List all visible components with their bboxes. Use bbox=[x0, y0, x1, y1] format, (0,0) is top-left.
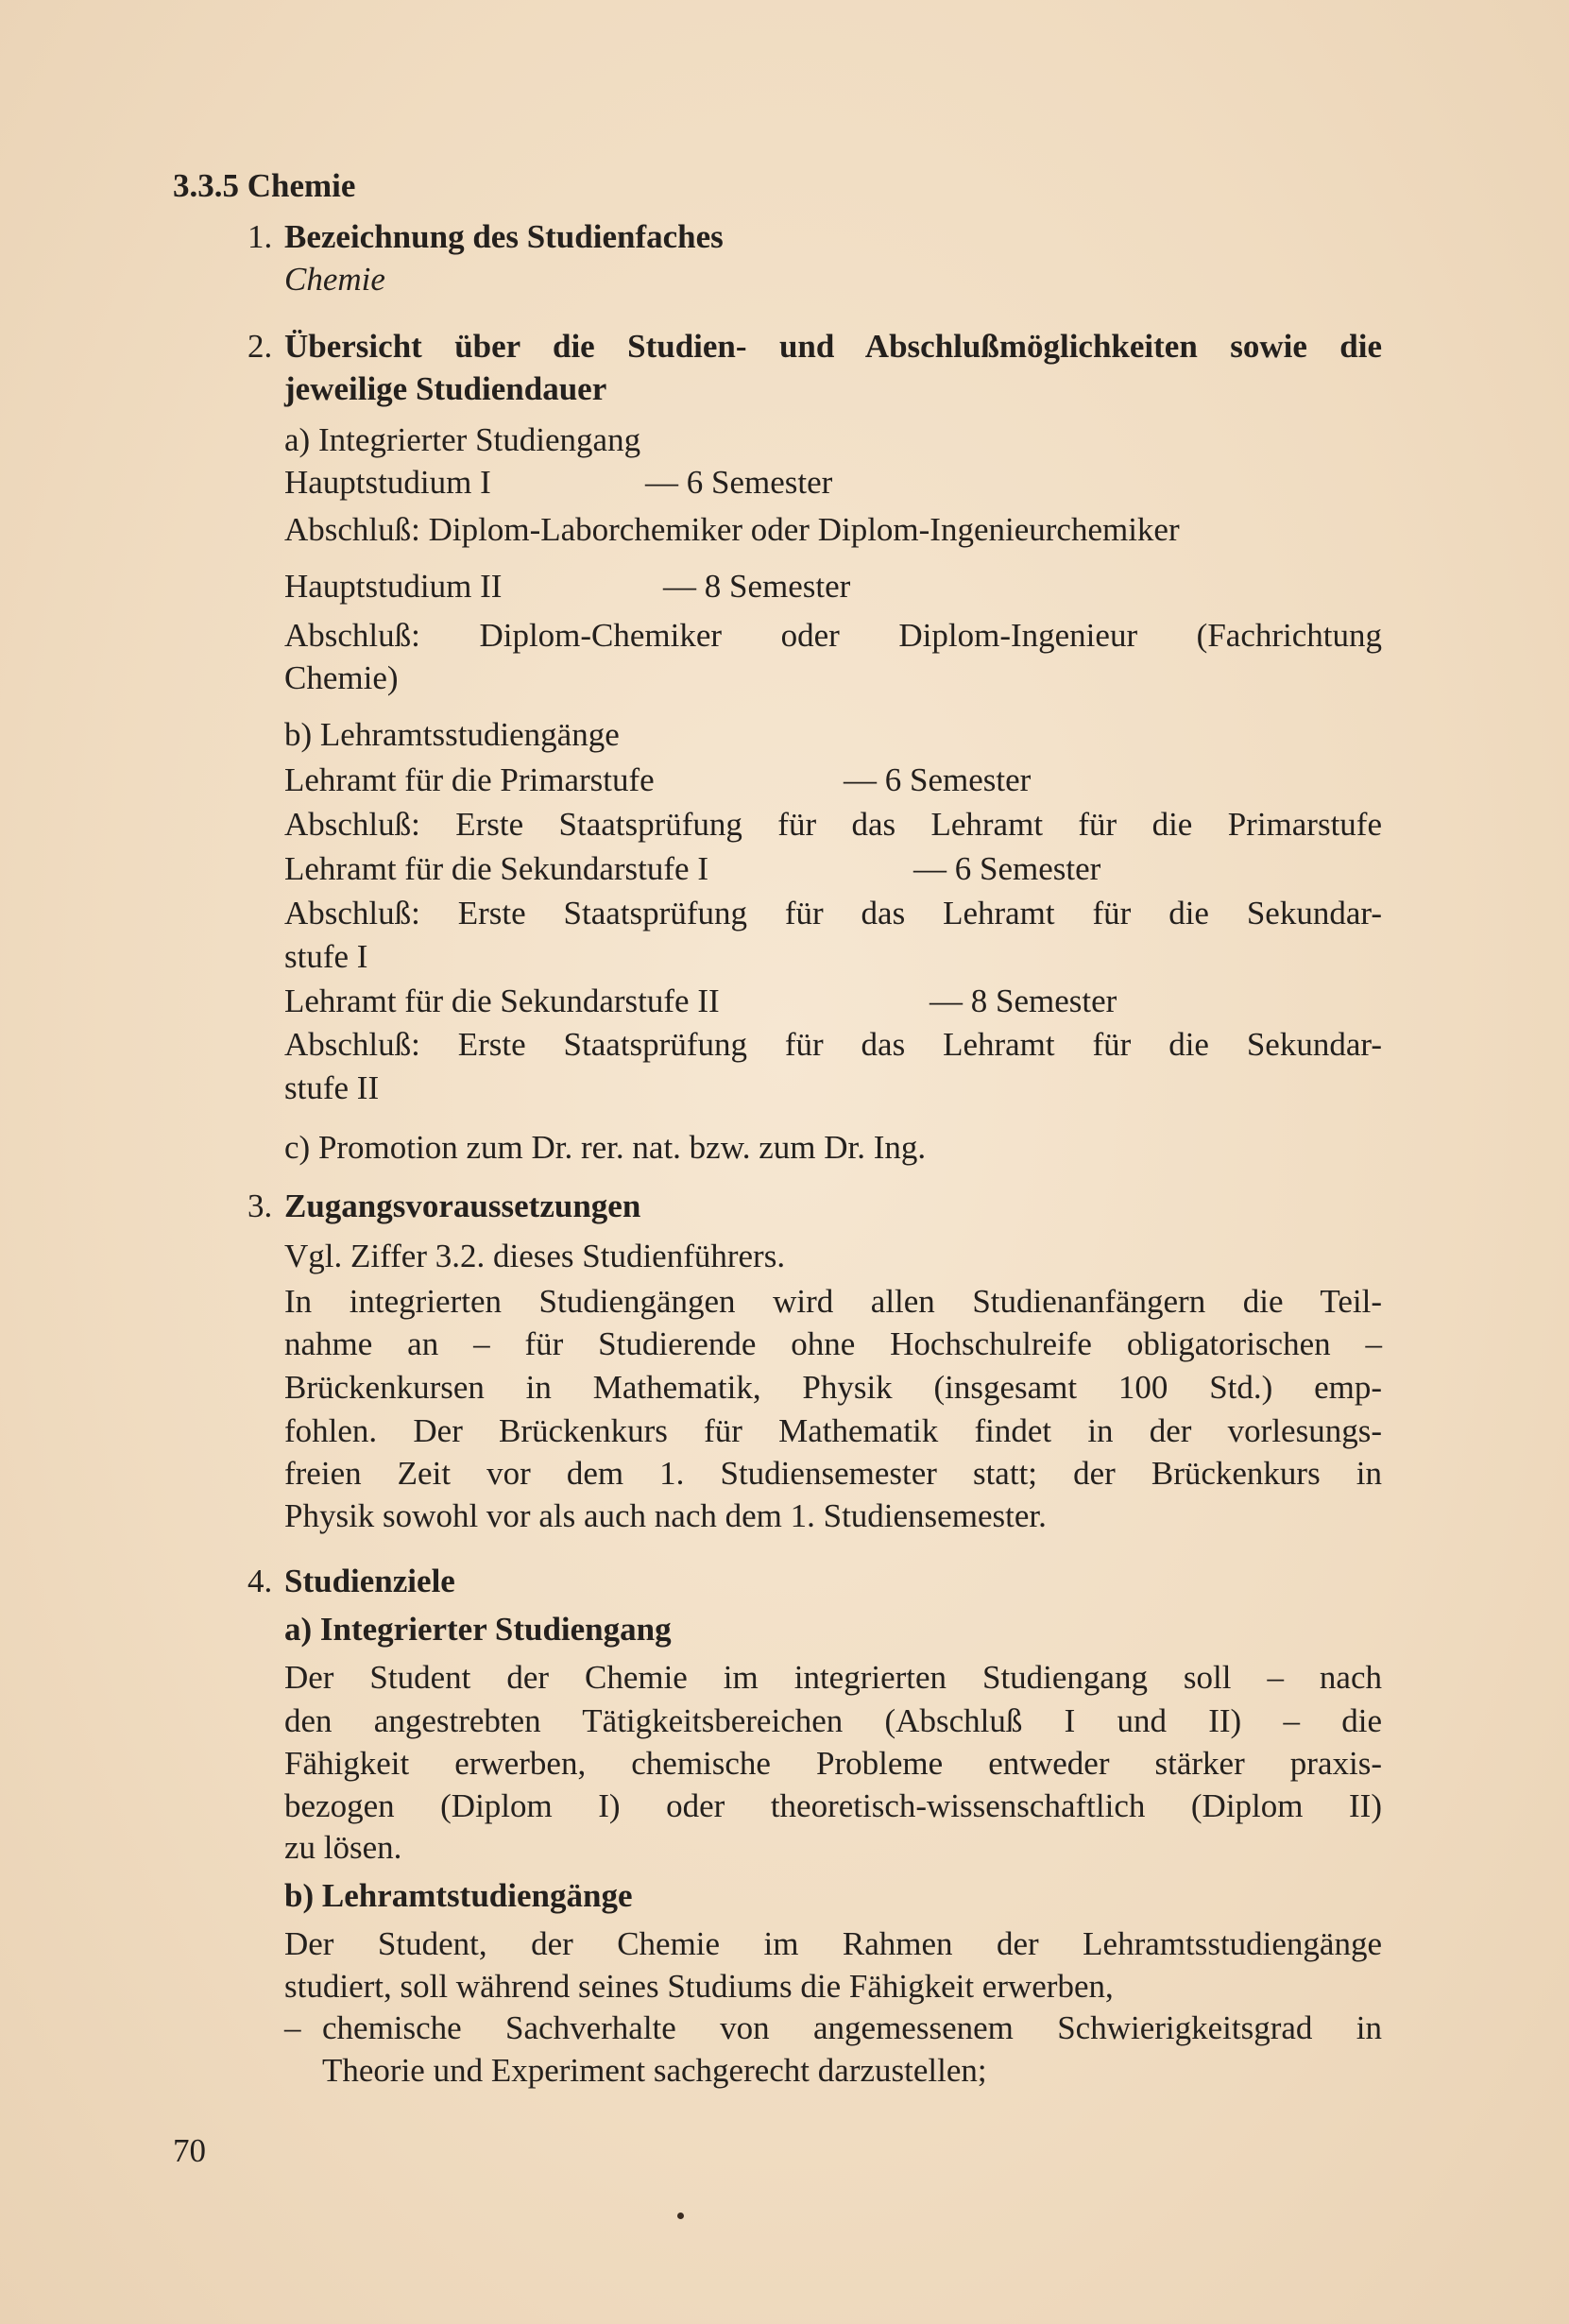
hauptstudium-2: Hauptstudium II bbox=[284, 568, 503, 605]
lehramt-primarstufe-duration: — 6 Semester bbox=[844, 761, 1032, 798]
item4-heading: Studienziele bbox=[284, 1563, 455, 1599]
lehramt-sekundarstufe-2-abschluss-line2: stufe II bbox=[284, 1069, 380, 1106]
bullet-text-line: chemische Sachverhalte von angemessenem Schwierigkeitsgrad in bbox=[322, 2009, 1382, 2046]
item4-a-paragraph-line: den angestrebten Tätigkeitsbereichen (Abschluß I und II) – die bbox=[284, 1702, 1382, 1739]
item4-a-paragraph-line: Fähigkeit erwerben, chemische Probleme entweder stärker praxis- bbox=[284, 1745, 1382, 1782]
item3-paragraph-line: fohlen. Der Brückenkurs für Mathematik findet in der vorlesungs- bbox=[284, 1412, 1382, 1449]
item1-value: Chemie bbox=[284, 261, 385, 298]
item3-number: 3. bbox=[247, 1188, 273, 1224]
item2-heading-line2: jeweilige Studiendauer bbox=[284, 370, 607, 407]
lehramt-sekundarstufe-2-duration: — 8 Semester bbox=[929, 983, 1117, 1019]
option-a-label: a) Integrierter Studiengang bbox=[284, 421, 641, 458]
section-number: 3.3.5 bbox=[173, 167, 239, 204]
item3-reference: Vgl. Ziffer 3.2. dieses Studienführers. bbox=[284, 1238, 786, 1274]
option-c-label: c) Promotion zum Dr. rer. nat. bzw. zum Dr. Ing. bbox=[284, 1129, 927, 1166]
item1-heading: Bezeichnung des Studienfaches bbox=[284, 218, 724, 255]
hauptstudium-1-duration: — 6 Semester bbox=[645, 464, 833, 501]
item3-paragraph-line: Physik sowohl vor als auch nach dem 1. Studiensemester. bbox=[284, 1497, 1047, 1534]
item3-paragraph-line: Brückenkursen in Mathematik, Physik (insgesamt 100 Std.) emp- bbox=[284, 1369, 1382, 1406]
option-b-label: b) Lehramtsstudiengänge bbox=[284, 716, 620, 753]
item3-heading: Zugangsvoraussetzungen bbox=[284, 1188, 641, 1224]
item2-heading-line1: Übersicht über die Studien- und Abschlußmöglichkeiten sowie die bbox=[284, 328, 1382, 365]
hauptstudium-2-duration: — 8 Semester bbox=[663, 568, 851, 605]
item4-b-heading: b) Lehramtstudiengänge bbox=[284, 1877, 633, 1914]
lehramt-sekundarstufe-1-abschluss-line1: Abschluß: Erste Staatsprüfung für das Lehramt für die Sekundar- bbox=[284, 895, 1382, 931]
item4-a-heading: a) Integrierter Studiengang bbox=[284, 1611, 672, 1648]
hauptstudium-2-abschluss-line1: Abschluß: Diplom-Chemiker oder Diplom-Ingenieur (Fachrichtung bbox=[284, 617, 1382, 654]
lehramt-sekundarstufe-2-abschluss-line1: Abschluß: Erste Staatsprüfung für das Lehramt für die Sekundar- bbox=[284, 1026, 1382, 1063]
bullet-dash: – bbox=[284, 2009, 301, 2046]
item2-number: 2. bbox=[247, 328, 273, 365]
lehramt-primarstufe-abschluss: Abschluß: Erste Staatsprüfung für das Lehramt für die Primarstufe bbox=[284, 806, 1382, 843]
item4-b-paragraph-line: studiert, soll während seines Studiums die Fähigkeit erwerben, bbox=[284, 1968, 1114, 2005]
item3-paragraph-line: In integrierten Studiengängen wird allen Studienanfängern die Teil- bbox=[284, 1283, 1382, 1320]
item1-number: 1. bbox=[247, 218, 273, 255]
lehramt-primarstufe: Lehramt für die Primarstufe bbox=[284, 761, 655, 798]
bullet-text-line: Theorie und Experiment sachgerecht darzustellen; bbox=[322, 2052, 987, 2089]
section-title: Chemie bbox=[247, 167, 356, 204]
lehramt-sekundarstufe-1: Lehramt für die Sekundarstufe I bbox=[284, 850, 709, 887]
page-number: 70 bbox=[173, 2132, 206, 2169]
section-heading bbox=[173, 164, 355, 208]
hauptstudium-1-abschluss: Abschluß: Diplom-Laborchemiker oder Diplom-Ingenieurchemiker bbox=[284, 511, 1180, 548]
lehramt-sekundarstufe-2: Lehramt für die Sekundarstufe II bbox=[284, 983, 720, 1019]
item4-a-paragraph-line: Der Student der Chemie im integrierten Studiengang soll – nach bbox=[284, 1659, 1382, 1696]
hauptstudium-2-abschluss-line2: Chemie) bbox=[284, 659, 399, 696]
item4-number: 4. bbox=[247, 1563, 273, 1599]
lehramt-sekundarstufe-1-abschluss-line2: stufe I bbox=[284, 938, 368, 975]
item3-paragraph-line: nahme an – für Studierende ohne Hochschulreife obligatorischen – bbox=[284, 1325, 1382, 1362]
hauptstudium-1: Hauptstudium I bbox=[284, 464, 491, 501]
paper-speck bbox=[677, 2213, 684, 2219]
lehramt-sekundarstufe-1-duration: — 6 Semester bbox=[913, 850, 1101, 887]
item4-a-paragraph-line: bezogen (Diplom I) oder theoretisch-wissenschaftlich (Diplom II) bbox=[284, 1787, 1382, 1824]
item4-b-paragraph-line: Der Student, der Chemie im Rahmen der Lehramtsstudiengänge bbox=[284, 1925, 1382, 1962]
item4-a-paragraph-line: zu lösen. bbox=[284, 1829, 402, 1866]
item3-paragraph-line: freien Zeit vor dem 1. Studiensemester statt; der Brückenkurs in bbox=[284, 1455, 1382, 1492]
